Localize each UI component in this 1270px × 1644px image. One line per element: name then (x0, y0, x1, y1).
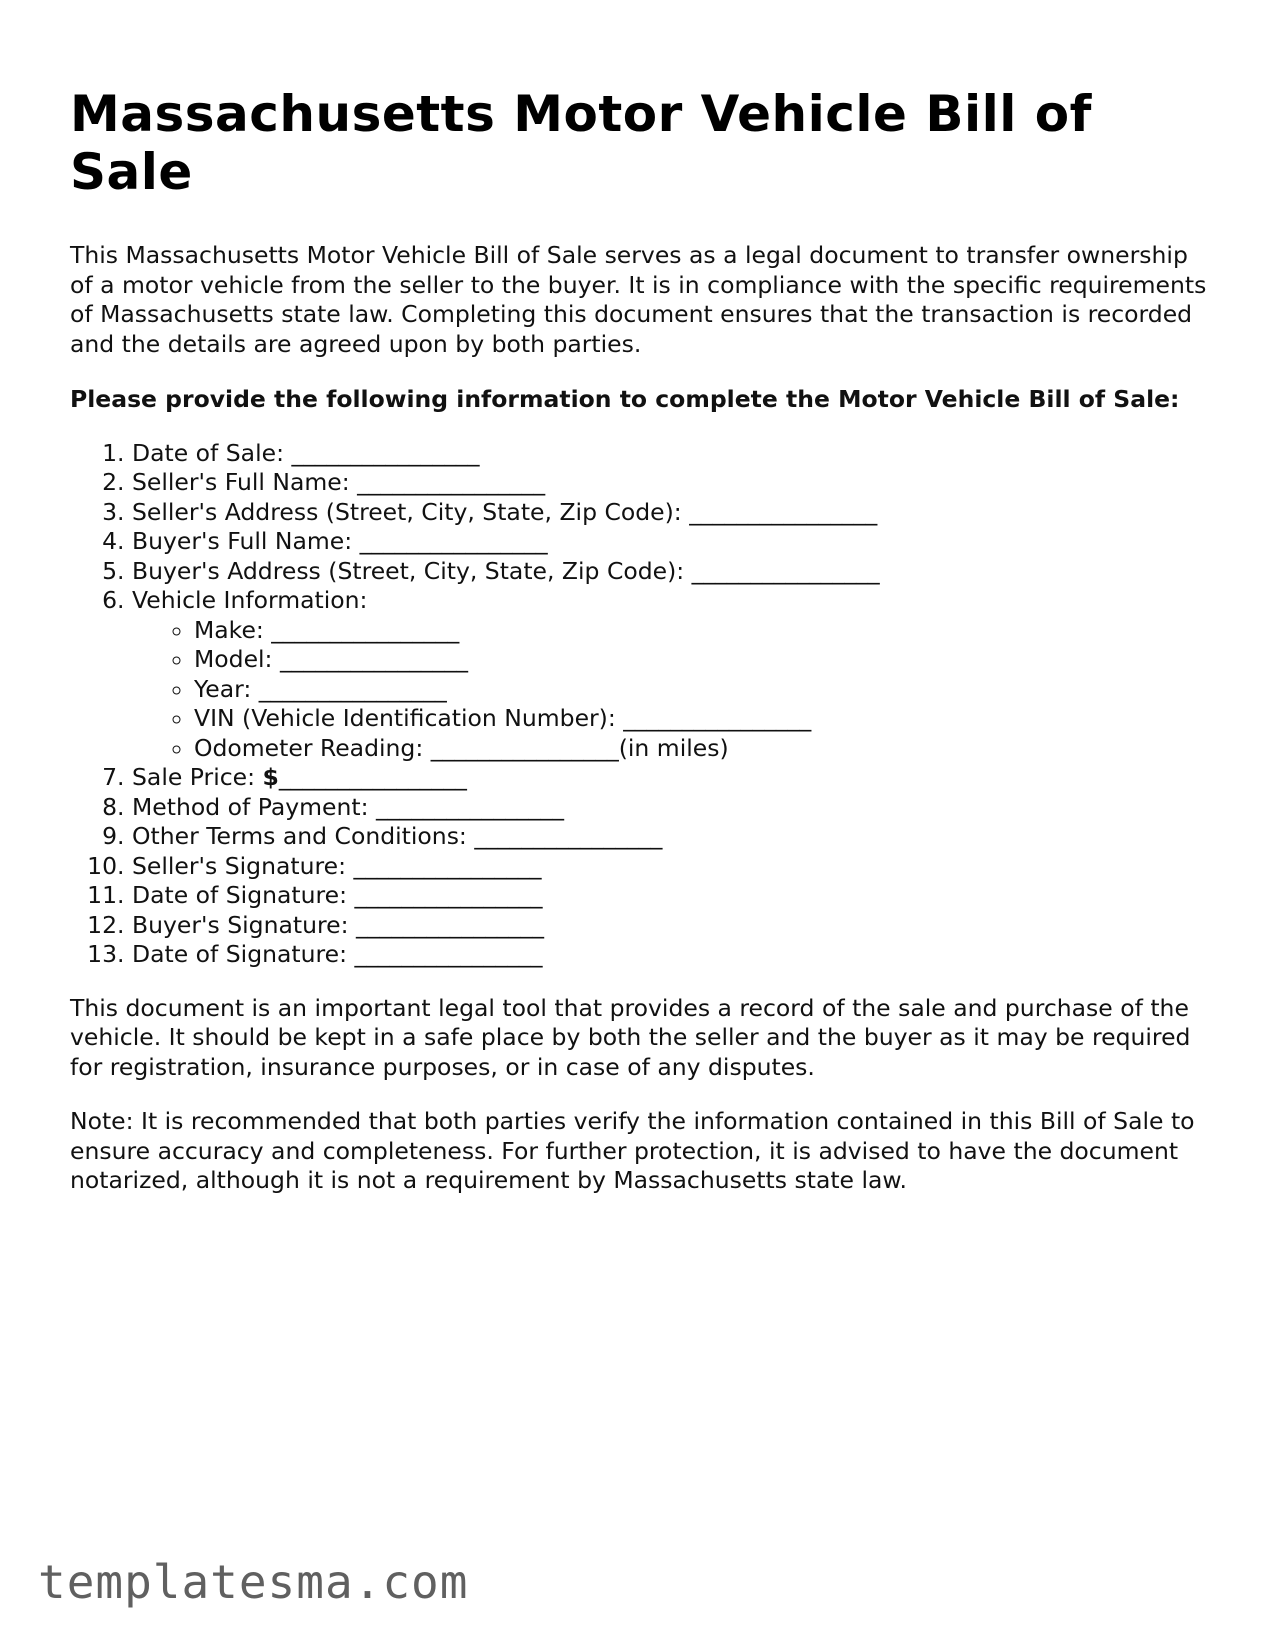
blank-line: ________________ (279, 645, 468, 673)
field-label-seller-signature-date: Date of Signature: (132, 881, 355, 909)
sub-list-item (194, 675, 1210, 705)
list-item (132, 498, 1210, 528)
field-label-buyer-name: Buyer's Full Name: (132, 527, 360, 555)
field-label-year: Year: (194, 674, 259, 703)
list-item (132, 468, 1210, 498)
blank-line: ________________ (354, 881, 543, 909)
blank-line: ________________ (291, 438, 480, 467)
field-label-other-terms: Other Terms and Conditions: (132, 822, 475, 850)
field-label-buyer-signature: Buyer's Signature: (132, 910, 356, 939)
instructions-heading: Please provide the following information to complete the Motor Vehicle Bill of Sale: (70, 385, 1180, 413)
blank-line: ________________ (271, 615, 460, 644)
list-item (132, 852, 1210, 882)
list-item (132, 793, 1210, 823)
blank-line: ________________ (376, 792, 564, 821)
sub-list-item (194, 616, 1210, 646)
closing-paragraph: This document is an important legal tool that provides a record of the sale and purchase of the vehicle. It should be kept in a safe place by both the seller and the buyer as it may be required for registration, insurance purposes, or in case of any disputes. (70, 993, 1191, 1081)
field-label-odometer: Odometer Reading: (194, 733, 431, 762)
field-label-seller-address: Seller's Address (Street, City, State, Zip Code): (132, 497, 690, 526)
intro-paragraph: This Massachusetts Motor Vehicle Bill of Sale serves as a legal document to transfer ownership of a motor vehicle from the seller to the buyer. It is in compliance with the specific requirements of Massachusetts state law. Completing this document ensures that the transaction is recorded and the details are agreed upon by both parties. (70, 241, 1207, 358)
form-fields-list (70, 439, 1210, 970)
blank-line: ________________ (430, 733, 619, 762)
blank-line: ________________ (689, 497, 878, 526)
blank-line: ________________ (353, 851, 542, 880)
list-item (132, 940, 1210, 970)
blank-line: ________________ (355, 910, 544, 939)
blank-line: ________________ (623, 704, 812, 732)
field-label-sale-price: Sale Price: (132, 763, 263, 791)
field-label-seller-name: Seller's Full Name: (132, 468, 358, 496)
field-label-vehicle-information: Vehicle Information: (132, 586, 368, 614)
field-label-model: Model: (194, 645, 280, 673)
currency-symbol: $ (262, 763, 279, 791)
blank-line: ________________ (474, 822, 663, 850)
sub-list-item (194, 734, 1210, 764)
field-label-seller-signature: Seller's Signature: (132, 851, 354, 880)
field-label-make: Make: (194, 615, 272, 644)
field-label-date-of-sale: Date of Sale: (132, 438, 292, 467)
list-item (132, 911, 1210, 941)
blank-line: ________________ (354, 940, 543, 968)
list-item (132, 763, 1210, 793)
list-item (132, 439, 1210, 469)
field-label-vin: VIN (Vehicle Identification Number): (194, 704, 624, 732)
list-item (132, 557, 1210, 587)
list-item (132, 527, 1210, 557)
field-label-payment-method: Method of Payment: (132, 792, 376, 821)
document-page (70, 85, 1210, 1196)
odometer-unit: (in miles) (618, 733, 729, 762)
blank-line: ________________ (278, 763, 467, 791)
blank-line: ________________ (359, 527, 548, 555)
blank-line: ________________ (258, 674, 447, 703)
sub-list-item (194, 704, 1210, 734)
list-item (132, 822, 1210, 852)
list-item (132, 881, 1210, 911)
blank-line: ________________ (357, 468, 546, 496)
field-label-buyer-signature-date: Date of Signature: (132, 940, 355, 968)
sub-list-item (194, 645, 1210, 675)
watermark: templatesma.com (38, 1555, 469, 1609)
field-label-buyer-address: Buyer's Address (Street, City, State, Zip Code): (132, 556, 692, 585)
list-item (132, 586, 1210, 763)
blank-line: ________________ (691, 556, 880, 585)
vehicle-info-sublist (132, 616, 1210, 764)
page-title: Massachusetts Motor Vehicle Bill of Sale (70, 85, 1092, 201)
note-paragraph: Note: It is recommended that both parties verify the information contained in this Bill of Sale to ensure accuracy and completeness. For further protection, it is advised to have the document notarized, although it is not a requirement by Massachusetts state law. (70, 1107, 1195, 1194)
